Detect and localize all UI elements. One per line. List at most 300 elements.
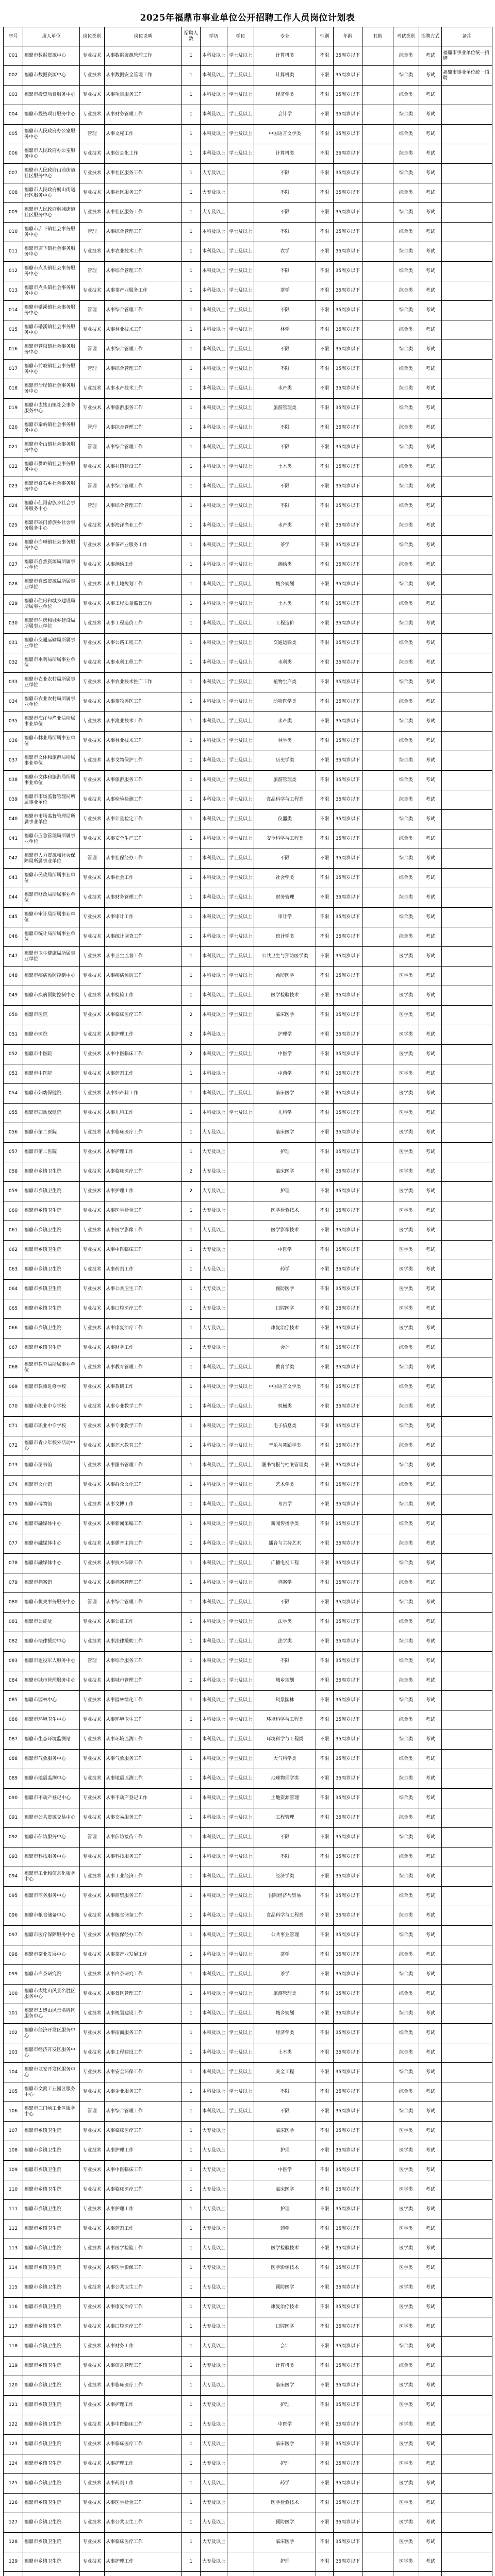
table-cell [362, 2454, 393, 2474]
table-cell: 从事综合管理工作 [105, 2102, 182, 2122]
table-cell: 福鼎市太姥山镇社会事务服务中心 [23, 399, 80, 418]
table-cell: 35周岁以下 [334, 497, 362, 516]
table-cell [362, 2494, 393, 2513]
table-cell: 1 [182, 771, 201, 790]
table-cell: 从事护理工作 [105, 2552, 182, 2572]
table-cell: 1 [182, 614, 201, 634]
table-cell: 075 [4, 1495, 23, 1515]
table-cell: 学士及以上 [227, 1789, 254, 1808]
table-cell: 本科及以上 [201, 986, 227, 1006]
table-cell: 不限 [316, 829, 334, 849]
column-header: 序号 [4, 27, 23, 46]
table-cell: 专业技术 [80, 2063, 105, 2082]
table-cell [227, 2454, 254, 2474]
table-cell: 104 [4, 2063, 23, 2082]
table-cell: 学士及以上 [227, 1926, 254, 1945]
table-cell: 1 [182, 2219, 201, 2239]
table-cell: 学士及以上 [227, 2102, 254, 2122]
table-cell: 学士及以上 [227, 1084, 254, 1104]
table-cell: 医学类 [393, 1084, 419, 1104]
table-cell: 学士及以上 [227, 771, 254, 790]
table-cell [442, 2435, 492, 2454]
table-cell: 本科及以上 [201, 1084, 227, 1104]
table-cell: 不限 [316, 1828, 334, 1848]
table-cell: 35周岁以下 [334, 575, 362, 595]
table-cell: 土地资源管理 [254, 1789, 316, 1808]
table-cell: 考试 [419, 2357, 442, 2376]
table-cell [362, 771, 393, 790]
table-cell: 1 [182, 340, 201, 360]
table-row [4, 2494, 492, 2513]
table-cell: 专业技术 [80, 1417, 105, 1436]
table-cell: 专业技术 [80, 1143, 105, 1162]
column-header: 用人单位 [23, 27, 80, 46]
table-cell: 不限 [316, 1104, 334, 1123]
table-cell: 福鼎市住房和城乡建设局所属事业单位 [23, 595, 80, 614]
table-cell: 从事招商服务工作 [105, 2024, 182, 2043]
table-cell: 播音与主持艺术 [254, 1534, 316, 1554]
table-cell: 考试 [419, 2396, 442, 2415]
table-cell [227, 1280, 254, 1299]
table-cell: 音乐与舞蹈学类 [254, 1436, 316, 1456]
table-cell: 1 [182, 1143, 201, 1162]
table-cell: 35周岁以下 [334, 477, 362, 497]
table-cell: 从事医学检验工作 [105, 2239, 182, 2259]
table-cell: 动物医学类 [254, 692, 316, 712]
table-cell [227, 2259, 254, 2278]
table-cell: 从事综合管理工作 [105, 1593, 182, 1613]
table-cell: 从事财务管理工作 [105, 888, 182, 908]
table-cell [442, 908, 492, 927]
table-cell: 考试 [419, 2533, 442, 2552]
table-cell: 从事公共卫生工作 [105, 1280, 182, 1299]
table-row [4, 1671, 492, 1691]
table-cell: 35周岁以下 [334, 1260, 362, 1280]
table-cell: 考试 [419, 947, 442, 967]
table-cell: 35周岁以下 [334, 790, 362, 810]
table-cell [227, 2337, 254, 2357]
table-cell: 综合类 [393, 1397, 419, 1417]
table-cell [362, 2239, 393, 2259]
table-cell: 学士及以上 [227, 869, 254, 888]
table-cell [362, 1710, 393, 1730]
table-cell: 考试 [419, 908, 442, 927]
table-cell: 35周岁以下 [334, 1436, 362, 1456]
table-cell: 1 [182, 2141, 201, 2161]
table-body [4, 46, 492, 2576]
table-cell: 福鼎市档案馆 [23, 1573, 80, 1593]
table-cell: 不限 [316, 301, 334, 320]
table-cell: 本科及以上 [201, 1515, 227, 1534]
table-cell: 预防医学 [254, 2278, 316, 2298]
column-header: 岗位说明 [105, 27, 182, 46]
table-cell: 1 [182, 2082, 201, 2102]
table-row [4, 575, 492, 595]
table-cell: 不限 [316, 125, 334, 144]
table-cell [362, 2141, 393, 2161]
table-cell: 学士及以上 [227, 1769, 254, 1789]
table-cell: 35周岁以下 [334, 2200, 362, 2219]
table-cell: 专业技术 [80, 379, 105, 399]
table-cell [362, 2376, 393, 2396]
table-cell: 专业技术 [80, 2239, 105, 2259]
table-cell: 综合类 [393, 183, 419, 203]
table-cell: 从事护理工作 [105, 2454, 182, 2474]
table-cell: 考试 [419, 2082, 442, 2102]
table-row [4, 1182, 492, 1201]
table-cell: 从事综合管理工作 [105, 262, 182, 281]
table-cell: 从事茶产业服务工作 [105, 536, 182, 555]
table-cell: 1 [182, 575, 201, 595]
table-cell: 福鼎市文渡工业园区服务中心 [23, 2082, 80, 2102]
table-cell [362, 1848, 393, 1867]
table-cell [362, 1828, 393, 1848]
table-cell: 考试 [419, 1436, 442, 1456]
table-cell: 从事地震监测工作 [105, 1769, 182, 1789]
table-cell: 063 [4, 1260, 23, 1280]
table-cell: 045 [4, 908, 23, 927]
table-cell: 057 [4, 1143, 23, 1162]
table-cell: 学士及以上 [227, 692, 254, 712]
table-row [4, 1534, 492, 1554]
table-cell: 本科及以上 [201, 1417, 227, 1436]
table-cell: 考试 [419, 732, 442, 751]
table-cell: 综合类 [393, 1750, 419, 1769]
table-cell: 35周岁以下 [334, 927, 362, 947]
table-cell: 1 [182, 1338, 201, 1358]
table-cell: 茶学 [254, 281, 316, 301]
table-cell: 福鼎市贯岭镇社会事务服务中心 [23, 457, 80, 477]
table-cell: 福鼎市商务服务中心 [23, 1887, 80, 1906]
table-cell: 本科及以上 [201, 908, 227, 927]
table-cell: 054 [4, 1084, 23, 1104]
table-cell: 35周岁以下 [334, 1084, 362, 1104]
table-cell: 学士及以上 [227, 790, 254, 810]
table-cell: 学士及以上 [227, 2004, 254, 2024]
table-cell: 医学检验技术 [254, 1201, 316, 1221]
table-cell: 不限 [254, 477, 316, 497]
table-cell: 综合类 [393, 1573, 419, 1593]
table-cell: 大专及以上 [201, 1143, 227, 1162]
table-cell: 学士及以上 [227, 1358, 254, 1378]
table-cell [227, 1182, 254, 1201]
table-cell: 从事社会工作 [105, 869, 182, 888]
table-cell: 专业技术 [80, 1476, 105, 1495]
column-header: 岗位类别 [80, 27, 105, 46]
table-cell: 艺术学类 [254, 1476, 316, 1495]
table-cell: 35周岁以下 [334, 888, 362, 908]
table-cell: 本科及以上 [201, 1965, 227, 1985]
table-cell: 1 [182, 2298, 201, 2317]
table-cell: 学士及以上 [227, 595, 254, 614]
table-cell [227, 2239, 254, 2259]
table-cell: 35周岁以下 [334, 457, 362, 477]
table-row [4, 1123, 492, 1143]
table-cell: 护理 [254, 2141, 316, 2161]
table-cell: 医学类 [393, 2396, 419, 2415]
table-cell: 福鼎市经济开发区服务中心 [23, 2024, 80, 2043]
table-cell: 1 [182, 869, 201, 888]
table-cell [442, 1652, 492, 1671]
table-cell: 35周岁以下 [334, 1162, 362, 1182]
table-cell [442, 86, 492, 105]
table-cell: 学士及以上 [227, 1808, 254, 1828]
table-row [4, 2024, 492, 2043]
table-cell [362, 1006, 393, 1025]
table-cell: 福鼎市人民政府办公室服务中心 [23, 144, 80, 164]
table-cell: 专业技术 [80, 46, 105, 66]
table-cell [362, 2063, 393, 2082]
table-cell: 学士及以上 [227, 320, 254, 340]
table-cell: 本科及以上 [201, 399, 227, 418]
table-cell: 专业技术 [80, 183, 105, 203]
table-cell: 考试 [419, 1241, 442, 1260]
table-cell: 1 [182, 751, 201, 771]
table-cell: 茶学 [254, 1945, 316, 1965]
table-cell: 从事综合管理工作 [105, 223, 182, 242]
table-cell: 福鼎市事业单位统一招聘 [442, 66, 492, 86]
table-cell: 大专及以上 [201, 164, 227, 183]
table-cell: 不限 [316, 1652, 334, 1671]
table-cell: 专业技术 [80, 2024, 105, 2043]
table-cell: 35周岁以下 [334, 1867, 362, 1887]
table-cell: 不限 [316, 1221, 334, 1241]
table-cell: 学士及以上 [227, 1632, 254, 1652]
table-cell [362, 1417, 393, 1436]
table-cell: 本科及以上 [201, 144, 227, 164]
table-row [4, 1945, 492, 1965]
table-cell: 从事土地规划工作 [105, 575, 182, 595]
table-cell: 35周岁以下 [334, 1710, 362, 1730]
table-cell: 从事中医临床工作 [105, 2415, 182, 2435]
table-cell [442, 673, 492, 692]
table-cell: 不限 [316, 927, 334, 947]
table-cell: 不限 [316, 2454, 334, 2474]
table-cell: 考试 [419, 399, 442, 418]
table-row [4, 2396, 492, 2415]
table-cell [362, 751, 393, 771]
table-cell [442, 1025, 492, 1045]
table-cell: 不限 [316, 575, 334, 595]
table-cell: 不限 [254, 418, 316, 438]
table-cell: 051 [4, 1025, 23, 1045]
table-cell: 1 [182, 2357, 201, 2376]
table-row [4, 1280, 492, 1299]
table-cell: 1 [182, 2004, 201, 2024]
table-row [4, 1260, 492, 1280]
table-cell: 考试 [419, 1045, 442, 1064]
table-row [4, 653, 492, 673]
table-cell: 35周岁以下 [334, 1025, 362, 1045]
table-cell: 从事综合管理工作 [105, 477, 182, 497]
table-cell: 009 [4, 203, 23, 223]
table-cell: 从事康复治疗工作 [105, 2298, 182, 2317]
table-cell: 1 [182, 457, 201, 477]
table-cell: 从事农业技术推广工作 [105, 673, 182, 692]
table-cell: 专业技术 [80, 1006, 105, 1025]
table-cell: 福鼎市疾病预防控制中心 [23, 967, 80, 986]
table-cell: 综合类 [393, 262, 419, 281]
table-cell: 不限 [254, 223, 316, 242]
table-cell: 不限 [316, 1750, 334, 1769]
table-cell: 1 [182, 810, 201, 829]
table-cell: 中国语言文学类 [254, 125, 316, 144]
table-cell: 福鼎市人力资源和社会保障局所属事业单位 [23, 849, 80, 869]
table-cell [442, 2082, 492, 2102]
table-cell: 35周岁以下 [334, 1104, 362, 1123]
table-cell: 考试 [419, 1515, 442, 1534]
table-cell [362, 1671, 393, 1691]
table-cell [227, 183, 254, 203]
table-cell: 本科及以上 [201, 732, 227, 751]
table-cell [442, 1926, 492, 1945]
table-cell: 040 [4, 810, 23, 829]
table-cell [227, 2122, 254, 2141]
table-cell: 综合类 [393, 242, 419, 262]
table-cell: 考试 [419, 2552, 442, 2572]
table-cell [442, 869, 492, 888]
table-cell: 综合类 [393, 1378, 419, 1397]
table-cell: 医学类 [393, 2298, 419, 2317]
table-cell: 35周岁以下 [334, 1573, 362, 1593]
table-cell: 机械类 [254, 1397, 316, 1417]
table-cell [442, 1848, 492, 1867]
table-cell: 本科及以上 [201, 869, 227, 888]
table-cell: 不限 [316, 438, 334, 457]
table-cell [362, 1221, 393, 1241]
table-cell: 35周岁以下 [334, 1456, 362, 1476]
table-cell: 35周岁以下 [334, 1632, 362, 1652]
table-cell: 069 [4, 1378, 23, 1397]
table-row [4, 1104, 492, 1123]
table-row [4, 66, 492, 86]
table-cell [362, 2513, 393, 2533]
table-cell: 1 [182, 262, 201, 281]
table-cell: 不限 [254, 203, 316, 223]
table-cell: 从事茶产业发展工作 [105, 1945, 182, 1965]
table-cell: 不限 [316, 203, 334, 223]
table-cell: 1 [182, 144, 201, 164]
table-cell: 学士及以上 [227, 418, 254, 438]
table-cell [362, 2357, 393, 2376]
table-cell: 考试 [419, 2239, 442, 2259]
table-cell: 1 [182, 1867, 201, 1887]
table-cell: 临床医学 [254, 2435, 316, 2454]
table-cell [227, 2572, 254, 2576]
table-cell: 考试 [419, 1613, 442, 1632]
table-cell: 医学类 [393, 1280, 419, 1299]
table-cell: 考试 [419, 2180, 442, 2200]
table-cell: 本科及以上 [201, 555, 227, 575]
table-cell: 不限 [316, 1241, 334, 1260]
position-plan-table [3, 27, 492, 2576]
table-cell: 060 [4, 1201, 23, 1221]
table-cell: 不限 [316, 1848, 334, 1867]
table-row [4, 2376, 492, 2396]
table-cell: 专业技术 [80, 2474, 105, 2494]
table-cell: 本科及以上 [201, 360, 227, 379]
table-cell: 从事茶产业服务工作 [105, 281, 182, 301]
table-cell: 不限 [254, 2102, 316, 2122]
table-cell: 学士及以上 [227, 712, 254, 732]
table-cell: 从事测绘工作 [105, 555, 182, 575]
table-cell: 专业技术 [80, 2043, 105, 2063]
table-cell: 管理 [80, 418, 105, 438]
table-cell: 审计学 [254, 908, 316, 927]
table-cell: 福鼎市茶业发展中心 [23, 1945, 80, 1965]
table-cell [362, 1025, 393, 1045]
table-cell: 考试 [419, 1789, 442, 1808]
table-cell: 药学 [254, 2219, 316, 2239]
table-cell: 079 [4, 1573, 23, 1593]
table-cell: 1 [182, 301, 201, 320]
table-cell: 福鼎市环境卫生中心 [23, 1710, 80, 1730]
table-cell [362, 2474, 393, 2494]
table-cell: 35周岁以下 [334, 1652, 362, 1671]
table-cell: 35周岁以下 [334, 810, 362, 829]
table-cell: 学士及以上 [227, 1554, 254, 1573]
table-cell [442, 1573, 492, 1593]
table-row [4, 1025, 492, 1045]
table-cell [442, 1945, 492, 1965]
table-cell [227, 1064, 254, 1084]
table-cell: 综合类 [393, 320, 419, 340]
table-cell: 学士及以上 [227, 1710, 254, 1730]
table-cell: 福鼎市太姥山风景名胜区服务中心 [23, 2004, 80, 2024]
table-cell: 专业技术 [80, 1280, 105, 1299]
table-cell [442, 1006, 492, 1025]
table-cell [227, 1338, 254, 1358]
table-cell: 从事财务管理工作 [105, 105, 182, 125]
table-cell: 福鼎市管阳镇社会事务服务中心 [23, 340, 80, 360]
table-cell: 大专及以上 [201, 203, 227, 223]
table-cell: 35周岁以下 [334, 242, 362, 262]
table-row [4, 477, 492, 497]
table-cell [227, 2278, 254, 2298]
table-cell [362, 1162, 393, 1182]
table-row [4, 1476, 492, 1495]
table-cell: 1 [182, 536, 201, 555]
table-cell: 考试 [419, 1808, 442, 1828]
table-cell: 综合类 [393, 732, 419, 751]
table-cell: 医学类 [393, 1221, 419, 1241]
table-cell: 35周岁以下 [334, 1828, 362, 1848]
table-cell: 010 [4, 223, 23, 242]
table-cell: 福鼎市前岐镇社会事务服务中心 [23, 360, 80, 379]
table-cell: 福鼎市乡镇卫生院 [23, 1201, 80, 1221]
table-cell: 会计学 [254, 105, 316, 125]
table-cell: 综合类 [393, 673, 419, 692]
table-cell: 35周岁以下 [334, 1789, 362, 1808]
table-cell: 临床医学 [254, 1162, 316, 1182]
table-cell: 医学影像技术 [254, 1221, 316, 1241]
table-cell: 不限 [316, 2219, 334, 2239]
table-cell: 从事气象服务工作 [105, 1750, 182, 1769]
table-cell: 学士及以上 [227, 2043, 254, 2063]
table-cell: 1 [182, 1671, 201, 1691]
table-cell: 综合类 [393, 46, 419, 66]
table-cell: 计算机类 [254, 46, 316, 66]
table-cell: 综合类 [393, 1632, 419, 1652]
table-cell: 1 [182, 1789, 201, 1808]
table-cell: 本科及以上 [201, 712, 227, 732]
table-cell: 不限 [316, 497, 334, 516]
table-cell: 从事临床医疗工作 [105, 2435, 182, 2454]
table-cell: 医学类 [393, 1241, 419, 1260]
table-row [4, 2278, 492, 2298]
table-cell: 不限 [316, 2082, 334, 2102]
table-cell: 大专及以上 [201, 2396, 227, 2415]
